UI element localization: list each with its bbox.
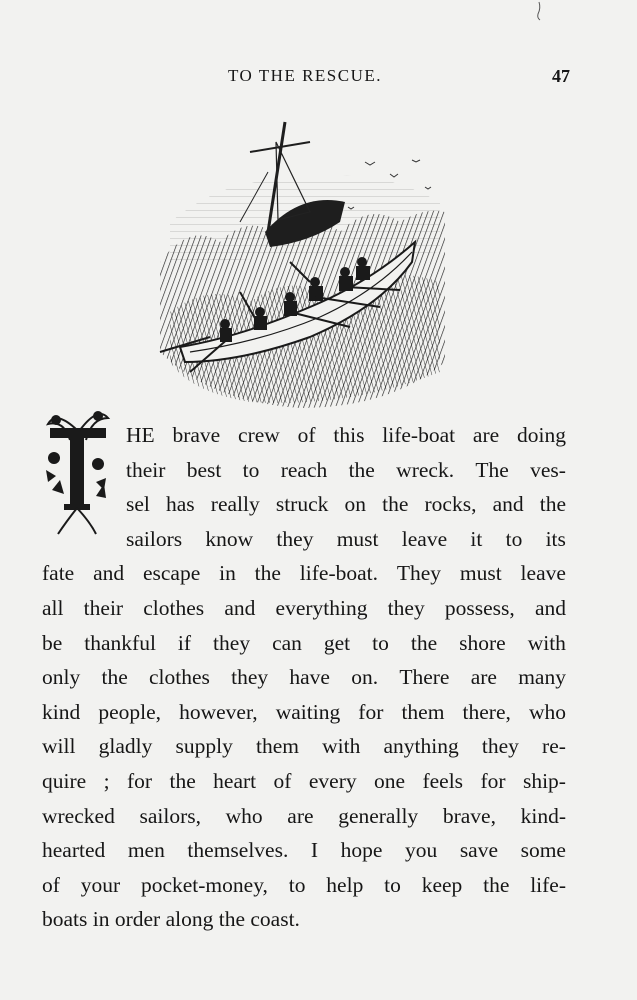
word: with (322, 734, 361, 759)
word: with (527, 630, 566, 655)
word: quire (42, 768, 87, 793)
word: to (505, 526, 523, 551)
word: possess, (444, 595, 515, 620)
word: who (225, 803, 263, 828)
word: the (539, 492, 566, 517)
word: generally (338, 803, 419, 828)
word: you (405, 838, 438, 863)
word: feels (422, 768, 464, 793)
word: wrecked (42, 803, 115, 828)
text-line (42, 522, 566, 557)
word: and (492, 492, 524, 517)
word: kind- (520, 803, 566, 828)
word: the (101, 665, 128, 690)
word: gladly (98, 734, 153, 759)
word: its (545, 526, 566, 551)
word: They (396, 561, 442, 586)
word: many (518, 665, 566, 690)
body-text (42, 418, 566, 937)
word: for (480, 768, 506, 793)
word: they (231, 665, 269, 690)
word: There (399, 665, 450, 690)
page-number: 47 (552, 66, 570, 86)
text-line (42, 453, 566, 488)
word: ship- (522, 768, 566, 793)
word: everything (275, 595, 368, 620)
text-line (42, 556, 566, 591)
word: help (326, 872, 364, 897)
word: I (310, 838, 319, 863)
word: the (410, 630, 438, 655)
word: reach (280, 457, 328, 482)
word: thankful (84, 630, 156, 655)
word: are (470, 665, 497, 690)
word: the (254, 561, 281, 586)
word: and (224, 595, 256, 620)
word: The (475, 457, 509, 482)
word: one (374, 768, 406, 793)
word: to (384, 872, 401, 897)
word: keep (421, 872, 463, 897)
word: hope (340, 838, 383, 863)
word: the (348, 457, 375, 482)
word: clothes (148, 665, 210, 690)
word: to (288, 872, 306, 897)
word: sailors (126, 526, 183, 551)
word: for (126, 768, 153, 793)
word: get (323, 630, 351, 655)
word: can (272, 630, 302, 655)
word: know (205, 526, 254, 551)
word: however, (179, 699, 258, 724)
word: kind (42, 699, 81, 724)
word: the (483, 872, 510, 897)
word: in (219, 561, 236, 586)
word: leave (520, 561, 566, 586)
word: save (459, 838, 499, 863)
text-line (42, 487, 566, 522)
word: doing (516, 423, 566, 447)
word: their (126, 457, 166, 482)
word: rocks, (424, 492, 477, 517)
word: life-boat. (299, 561, 378, 586)
word: re- (542, 734, 566, 759)
word: on (344, 492, 366, 517)
word: they (213, 630, 251, 655)
word: of (273, 768, 292, 793)
word: sailors, (139, 803, 201, 828)
word: leave (401, 526, 448, 551)
word: there, (462, 699, 511, 724)
word: escape (142, 561, 201, 586)
word: of (297, 423, 316, 447)
text-line (42, 833, 566, 868)
word: life-boat (382, 423, 456, 447)
word: their (83, 595, 124, 620)
word: to (242, 457, 260, 482)
word: men (127, 838, 165, 863)
word: has (166, 492, 195, 517)
word: they (387, 595, 425, 620)
word: struck (275, 492, 329, 517)
word: them (401, 699, 445, 724)
word: the (382, 492, 409, 517)
running-title: TO THE RESCUE. (227, 66, 383, 85)
word: some (520, 838, 566, 863)
word: HE (126, 423, 155, 447)
text-line (42, 868, 566, 903)
word: people, (98, 699, 161, 724)
word: be (42, 630, 63, 655)
text-line (42, 695, 566, 730)
word: shore (459, 630, 506, 655)
word: only (42, 665, 81, 690)
text-line (42, 418, 566, 453)
word: anything (383, 734, 459, 759)
word: brave, (442, 803, 496, 828)
text-line (42, 626, 566, 661)
word: pocket-money, (140, 872, 268, 897)
word: this (333, 423, 365, 447)
text-line (42, 729, 566, 764)
word: crew (238, 423, 280, 447)
word: fate (42, 561, 75, 586)
word: waiting (275, 699, 341, 724)
text-line: boats in order along the coast. (42, 907, 300, 932)
word: they (276, 526, 314, 551)
word: who (528, 699, 566, 724)
word: if (177, 630, 192, 655)
word: it (470, 526, 483, 551)
word: supply (175, 734, 233, 759)
word: the (169, 768, 196, 793)
text-line (42, 591, 566, 626)
word: brave (172, 423, 221, 447)
word: and (534, 595, 566, 620)
word: ves- (530, 457, 566, 482)
word: every (308, 768, 357, 793)
word: are (287, 803, 314, 828)
word: hearted (42, 838, 106, 863)
word: life- (530, 872, 566, 897)
word: must (459, 561, 502, 586)
word: they (481, 734, 519, 759)
word: and (93, 561, 125, 586)
word: really (210, 492, 260, 517)
word: have (289, 665, 330, 690)
word: your (80, 872, 121, 897)
word: all (42, 595, 64, 620)
word: them (255, 734, 299, 759)
word: will (42, 734, 76, 759)
text-line (42, 764, 566, 799)
running-header (40, 66, 570, 92)
word: are (472, 423, 500, 447)
word: wreck. (396, 457, 455, 482)
word: heart (213, 768, 257, 793)
word: of (42, 872, 60, 897)
word: must (336, 526, 379, 551)
word: clothes (143, 595, 205, 620)
word: to (372, 630, 389, 655)
word: themselves. (187, 838, 289, 863)
text-line (42, 799, 566, 834)
word: sel (126, 492, 150, 517)
word: for (358, 699, 384, 724)
margin-pencil-mark (533, 0, 545, 22)
word: ; (103, 768, 110, 793)
lifeboat-engraving (150, 112, 450, 408)
word: best (186, 457, 222, 482)
text-line (42, 660, 566, 695)
word: on. (351, 665, 379, 690)
